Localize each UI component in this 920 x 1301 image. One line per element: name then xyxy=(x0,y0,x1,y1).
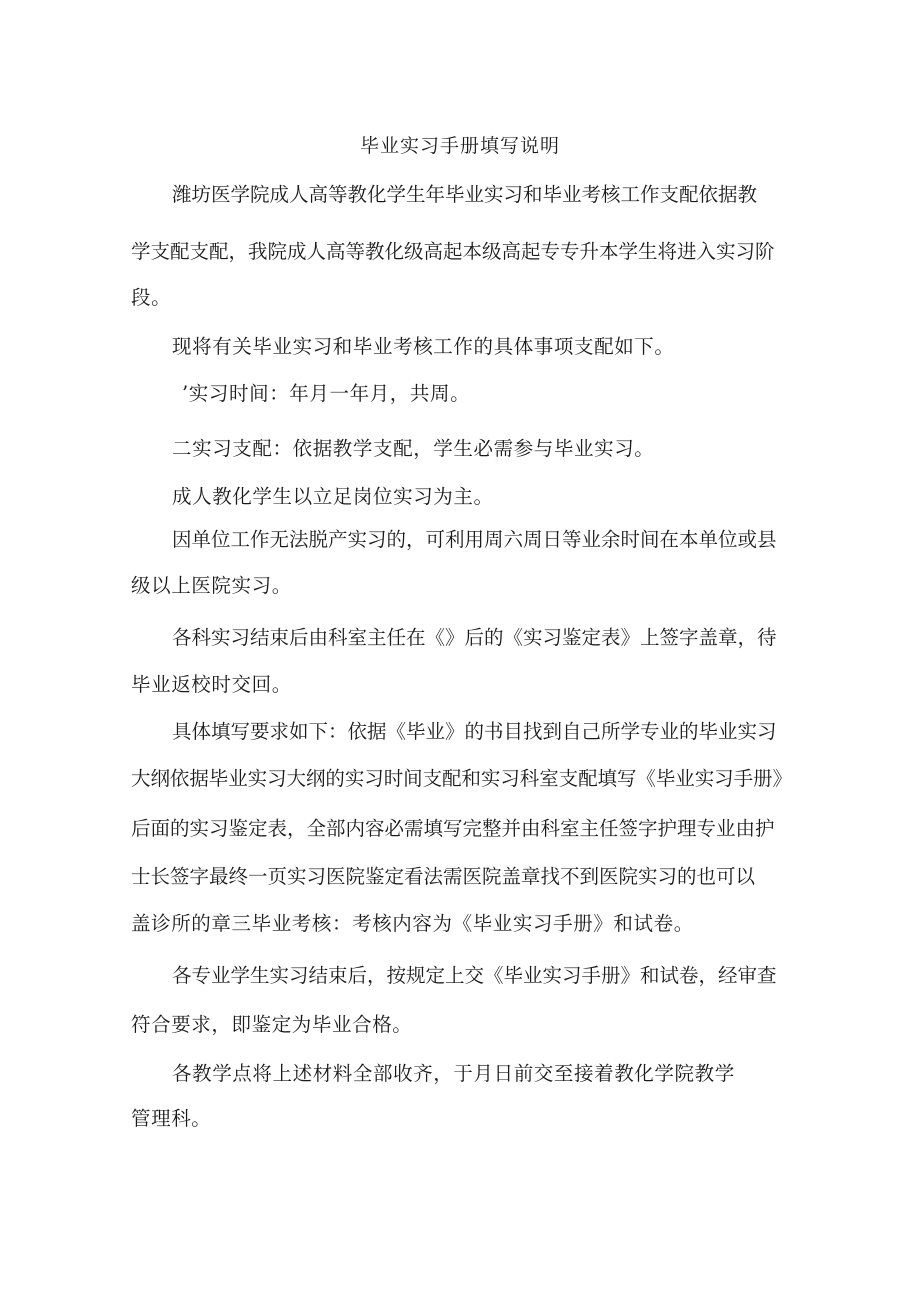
body-line: 二实习支配：依据教学支配，学生必需参与毕业实习。 xyxy=(172,437,655,460)
body-line: 具体填写要求如下：依据《毕业》的书目找到自己所学专业的毕业实习 xyxy=(172,720,777,743)
body-line: 符合要求，即鉴定为毕业合格。 xyxy=(131,1013,413,1036)
body-line: ’实习时间：年月一年月，共周。 xyxy=(182,382,471,405)
body-line: 毕业返校时交回。 xyxy=(131,673,292,696)
body-line: 各专业学生实习结束后，按规定上交《毕业实习手册》和试卷，经审查 xyxy=(172,964,777,987)
body-line: 潍坊医学院成人高等教化学生年毕业实习和毕业考核工作支配依据教 xyxy=(172,183,758,206)
body-line: 成人教化学生以立足岗位实习为主。 xyxy=(172,485,494,508)
body-line: 因单位工作无法脱产实习的，可利用周六周日等业余时间在本单位或县 xyxy=(172,528,777,551)
body-line: 盖诊所的章三毕业考核：考核内容为《毕业实习手册》和试卷。 xyxy=(131,912,694,935)
body-line: 大纲依据毕业实习大纲的实习时间支配和实习科室支配填写《毕业实习手册》 xyxy=(131,767,792,790)
body-line: 后面的实习鉴定表，全部内容必需填写完整并由科室主任签字护理专业由护 xyxy=(131,817,775,840)
document-title: 毕业实习手册填写说明 xyxy=(359,135,560,157)
body-line: 管理科。 xyxy=(131,1107,212,1130)
body-line: 级以上医院实习。 xyxy=(131,574,292,597)
body-line: 士长签字最终一页实习医院鉴定看法需医院盖章找不到医院实习的也可以 xyxy=(131,865,756,888)
body-line: 各教学点将上述材料全部收齐，于月日前交至接着教化学院教学 xyxy=(172,1062,735,1085)
body-line: 学支配支配，我院成人高等教化级高起本级高起专专升本学生将进入实习阶 xyxy=(131,240,775,263)
body-line: 各科实习结束后由科室主任在《》后的《实习鉴定表》上签字盖章，待 xyxy=(172,626,777,649)
body-line: 段。 xyxy=(131,286,172,309)
body-line: 现将有关毕业实习和毕业考核工作的具体事项支配如下。 xyxy=(172,335,675,358)
